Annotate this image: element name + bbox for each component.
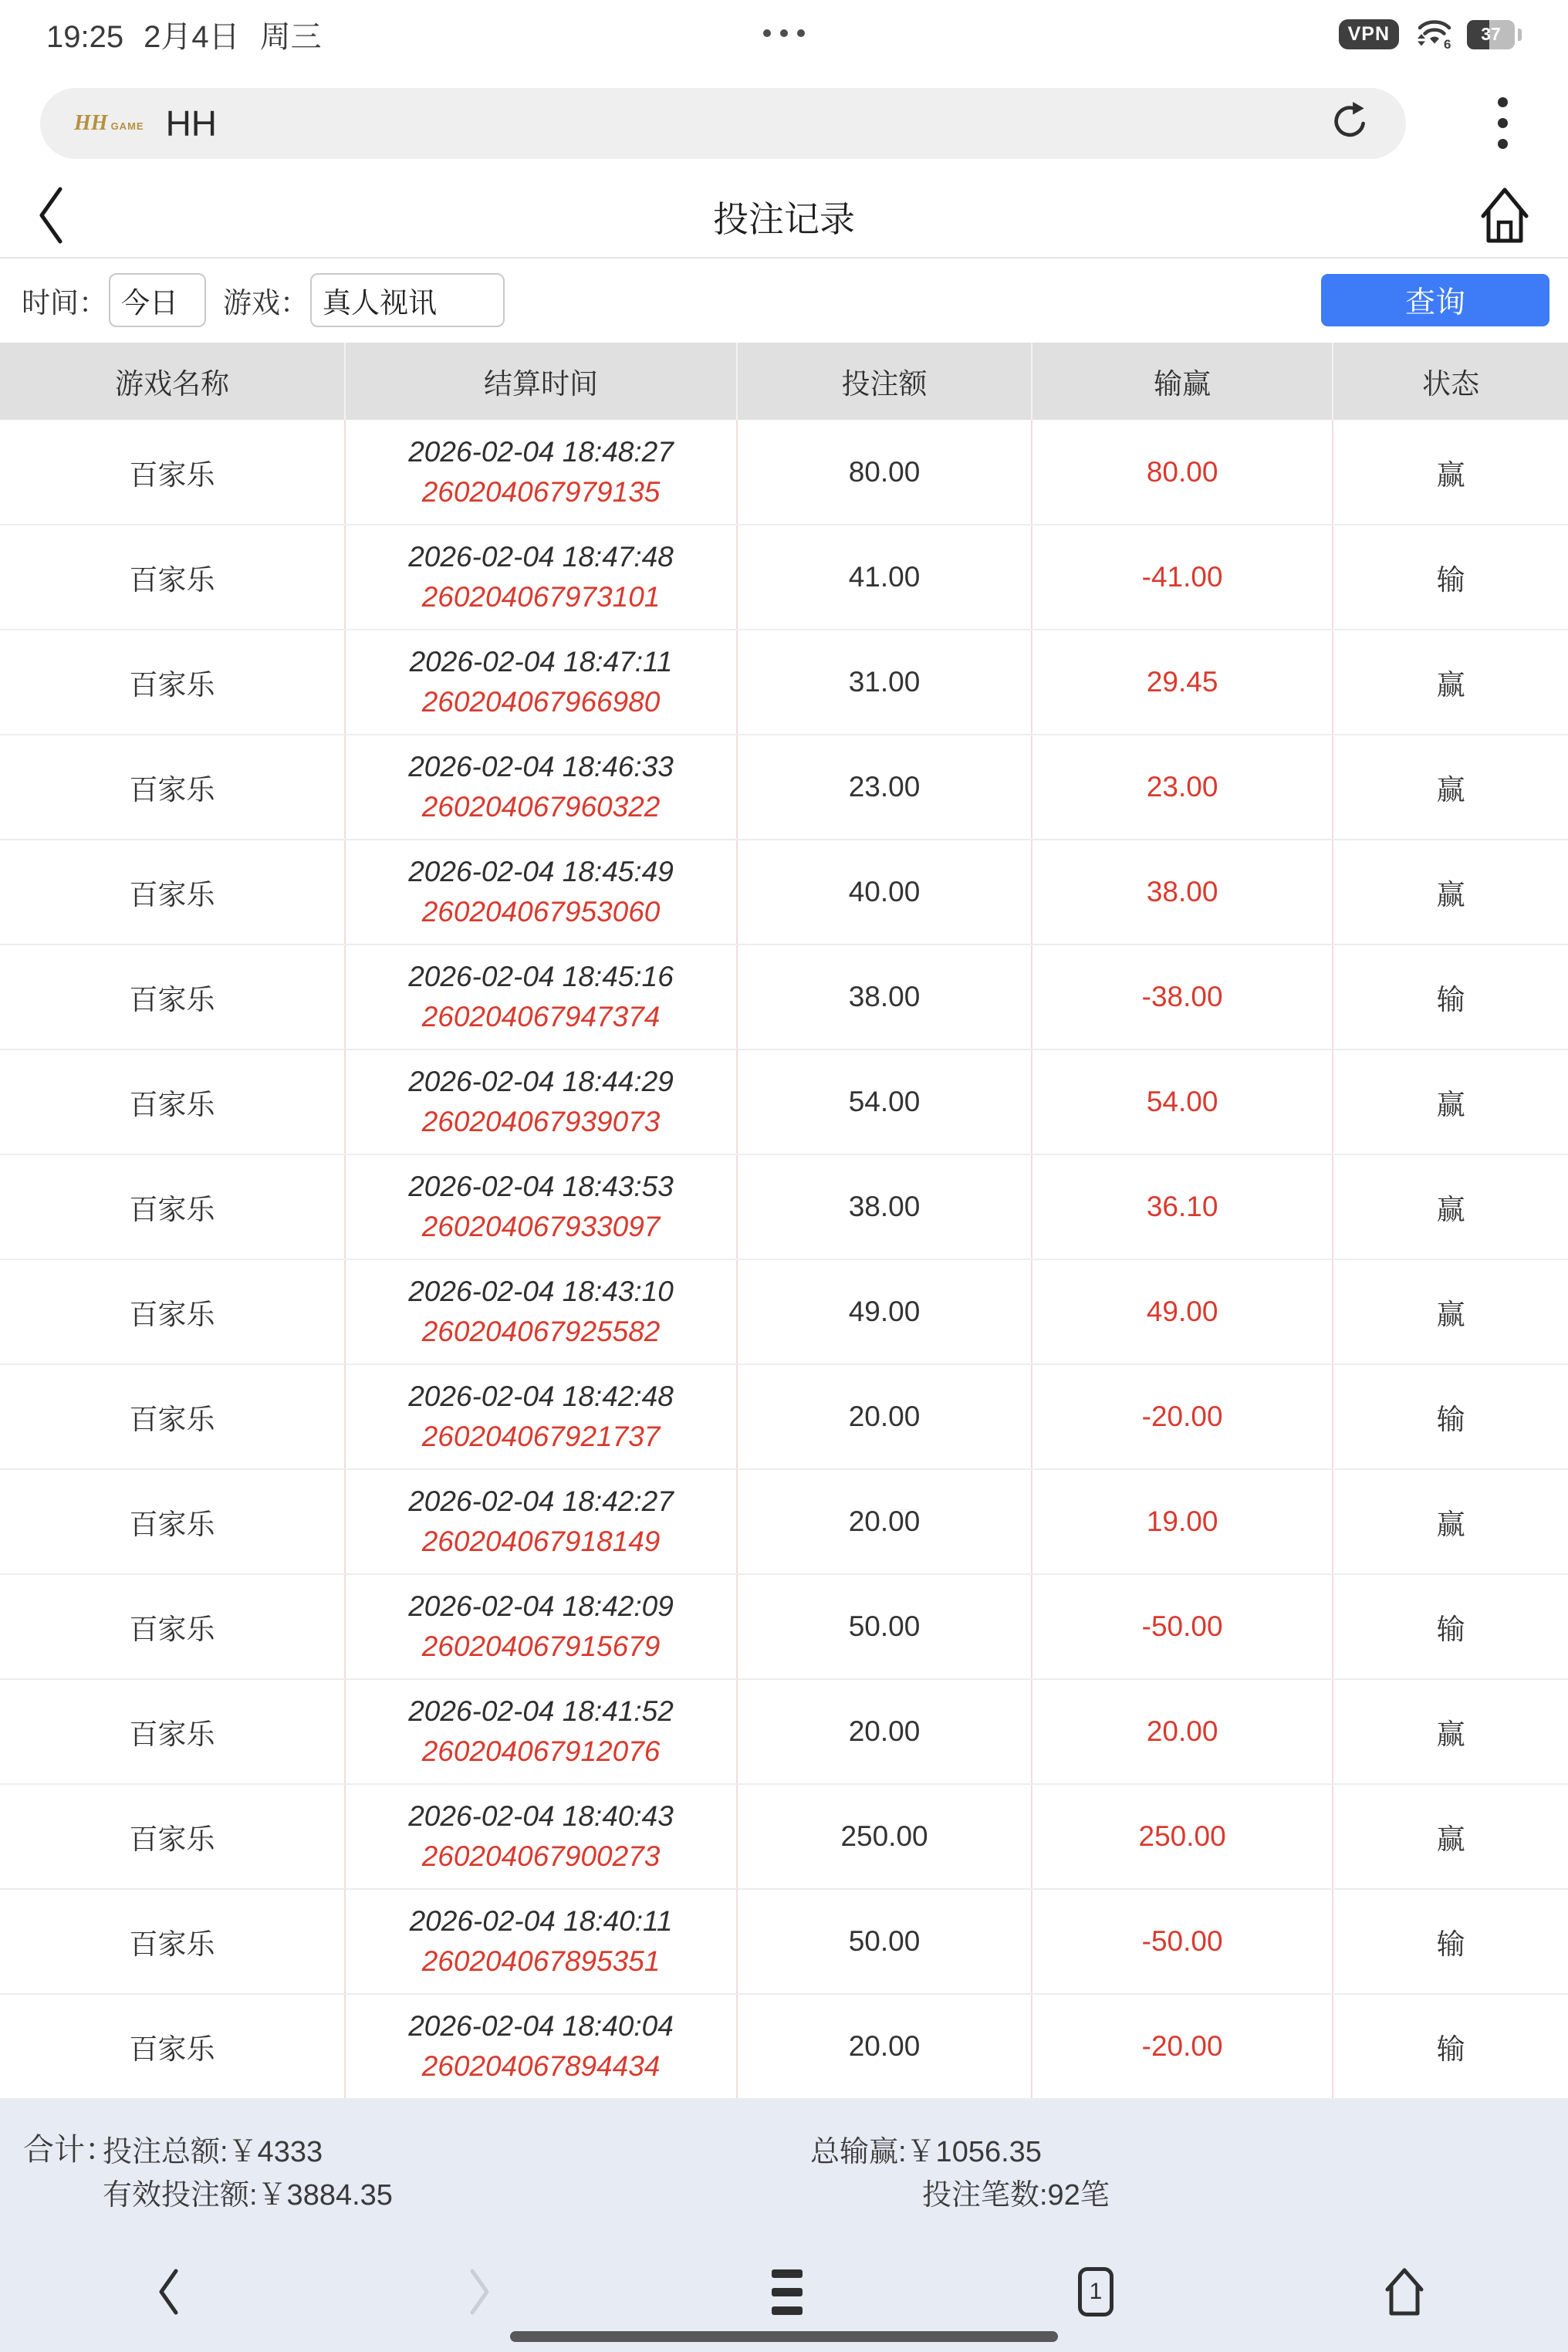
- nav-tabs-button[interactable]: [1078, 2264, 1113, 2320]
- refresh-button[interactable]: [1327, 101, 1372, 146]
- table-row: [0, 1364, 1568, 1469]
- settle-time-cell: [345, 1574, 737, 1679]
- settle-time: 2026-02-04 18:47:11: [409, 646, 673, 678]
- game-name: 百家乐: [0, 1469, 345, 1574]
- order-id: 260204067918149: [421, 1526, 661, 1558]
- url-text: HH: [165, 103, 218, 144]
- status-text: 输: [1333, 1994, 1568, 2099]
- col-header-status: 状态: [1333, 343, 1568, 420]
- table-row: [0, 1154, 1568, 1259]
- game-filter-label: 游戏：: [223, 287, 309, 319]
- win-loss-value: -50.00: [1032, 1574, 1333, 1679]
- settle-time: 2026-02-04 18:46:33: [408, 751, 674, 783]
- status-text: 输: [1333, 1364, 1568, 1469]
- order-id: 260204067960322: [421, 791, 661, 823]
- settle-time-cell: [345, 1784, 737, 1889]
- status-date: 2月4日: [144, 20, 240, 55]
- win-loss-value: 19.00: [1032, 1469, 1333, 1574]
- order-id: 260204067973101: [421, 581, 661, 613]
- valid-bet-total: 有效投注额:￥3884.35: [103, 2179, 393, 2212]
- gesture-bar[interactable]: [510, 2331, 1058, 2342]
- settle-time-cell: [345, 1364, 737, 1469]
- status-text: 输: [1333, 1889, 1568, 1994]
- battery-icon: [1467, 20, 1515, 49]
- win-loss-value: 49.00: [1032, 1259, 1333, 1364]
- bet-amount: 20.00: [737, 1364, 1032, 1469]
- settle-time: 2026-02-04 18:40:11: [409, 1905, 673, 1938]
- settle-time-cell: [345, 1154, 737, 1259]
- order-id: 260204067925582: [421, 1316, 661, 1348]
- table-row: [0, 1784, 1568, 1889]
- col-header-settle-time: 结算时间: [345, 343, 737, 420]
- settle-time: 2026-02-04 18:43:10: [408, 1276, 674, 1308]
- total-win-loss: 总输赢:￥1056.35: [810, 2136, 1042, 2169]
- home-button[interactable]: [1477, 185, 1533, 249]
- table-row: [0, 1469, 1568, 1574]
- status-text: 赢: [1333, 630, 1568, 735]
- table-row: [0, 1889, 1568, 1994]
- settle-time-cell: [345, 1679, 737, 1784]
- status-weekday: 周三: [259, 20, 322, 55]
- table-row: [0, 945, 1568, 1049]
- col-header-game: 游戏名称: [0, 343, 345, 420]
- order-id: 260204067915679: [421, 1631, 661, 1663]
- win-loss-value: -41.00: [1032, 525, 1333, 630]
- status-text: 输: [1333, 945, 1568, 1049]
- wifi-icon: [1413, 15, 1453, 53]
- page-title: 投注记录: [713, 199, 855, 240]
- table-row: [0, 1049, 1568, 1154]
- settle-time: 2026-02-04 18:42:27: [408, 1485, 674, 1518]
- game-name: 百家乐: [0, 420, 345, 525]
- game-filter-input[interactable]: [310, 273, 505, 327]
- settle-time: 2026-02-04 18:44:29: [408, 1066, 674, 1098]
- win-loss-value: 23.00: [1032, 735, 1333, 840]
- order-id: 260204067979135: [421, 475, 661, 508]
- order-id: 260204067939073: [421, 1106, 661, 1138]
- settle-time-cell: [345, 1994, 737, 2099]
- settle-time: 2026-02-04 18:40:43: [408, 1800, 674, 1833]
- settle-time: 2026-02-04 18:42:09: [408, 1590, 674, 1623]
- status-bar: [0, 0, 1568, 69]
- bet-amount: 50.00: [737, 1889, 1032, 1994]
- table-row: [0, 420, 1568, 525]
- bet-count: 投注笔数:92笔: [922, 2179, 1110, 2212]
- browser-toolbar: [0, 69, 1568, 177]
- win-loss-value: -50.00: [1032, 1889, 1333, 1994]
- win-loss-value: 38.00: [1032, 840, 1333, 945]
- status-text: 赢: [1333, 1784, 1568, 1889]
- table-body: [0, 420, 1568, 2099]
- game-name: 百家乐: [0, 1994, 345, 2099]
- game-name: 百家乐: [0, 1574, 345, 1679]
- settle-time: 2026-02-04 18:40:04: [408, 2010, 674, 2043]
- game-name: 百家乐: [0, 1364, 345, 1469]
- game-name: 百家乐: [0, 945, 345, 1049]
- bet-amount: 41.00: [737, 525, 1032, 630]
- bet-records-table: [0, 343, 1568, 2100]
- clock-time: 19:25: [46, 20, 124, 55]
- status-text: 赢: [1333, 420, 1568, 525]
- game-name: 百家乐: [0, 1049, 345, 1154]
- bet-amount: 31.00: [737, 630, 1032, 735]
- bet-amount: 80.00: [737, 420, 1032, 525]
- game-name: 百家乐: [0, 1259, 345, 1364]
- bet-amount: 20.00: [737, 1994, 1032, 2099]
- win-loss-value: 29.45: [1032, 630, 1333, 735]
- settle-time-cell: [345, 1889, 737, 1994]
- bet-amount: 40.00: [737, 840, 1032, 945]
- settle-time: 2026-02-04 18:42:48: [408, 1380, 674, 1413]
- order-id: 260204067966980: [421, 686, 661, 718]
- order-id: 260204067900273: [421, 1840, 661, 1873]
- order-id: 260204067895351: [421, 1945, 661, 1978]
- time-filter-label: 时间：: [22, 287, 107, 319]
- battery-nub-icon: [1518, 29, 1522, 41]
- tab-count-icon: 1: [1078, 2267, 1113, 2317]
- table-row: [0, 1259, 1568, 1364]
- settle-time-cell: [345, 1049, 737, 1154]
- settle-time-cell: [345, 1469, 737, 1574]
- filter-bar: [0, 259, 1568, 343]
- status-text: 输: [1333, 1574, 1568, 1679]
- game-name: 百家乐: [0, 1889, 345, 1994]
- nav-menu-button[interactable]: [772, 2264, 803, 2320]
- bet-amount: 38.00: [737, 1154, 1032, 1259]
- bet-amount: 49.00: [737, 1259, 1032, 1364]
- table-row: [0, 735, 1568, 840]
- order-id: 260204067947374: [421, 1001, 661, 1033]
- order-id: 260204067953060: [421, 896, 661, 928]
- bet-amount: 23.00: [737, 735, 1032, 840]
- order-id: 260204067921737: [421, 1421, 661, 1453]
- game-name: 百家乐: [0, 735, 345, 840]
- settle-time: 2026-02-04 18:45:16: [408, 961, 674, 993]
- page-header: [0, 177, 1568, 259]
- win-loss-value: 20.00: [1032, 1679, 1333, 1784]
- status-text: 赢: [1333, 1154, 1568, 1259]
- settle-time: 2026-02-04 18:47:48: [408, 541, 674, 573]
- game-name: 百家乐: [0, 840, 345, 945]
- bet-amount: 250.00: [737, 1784, 1032, 1889]
- settle-time-cell: [345, 630, 737, 735]
- settle-time-cell: [345, 525, 737, 630]
- table-row: [0, 1994, 1568, 2099]
- order-id: 260204067933097: [421, 1211, 661, 1243]
- nav-home-button[interactable]: [1381, 2264, 1428, 2320]
- query-button[interactable]: 查询: [1321, 274, 1549, 326]
- win-loss-value: 250.00: [1032, 1784, 1333, 1889]
- status-text: 赢: [1333, 840, 1568, 945]
- win-loss-value: -38.00: [1032, 945, 1333, 1049]
- status-text: 赢: [1333, 1049, 1568, 1154]
- win-loss-value: -20.00: [1032, 1994, 1333, 2099]
- total-label: 合计：: [23, 2133, 116, 2168]
- settle-time: 2026-02-04 18:45:49: [408, 856, 674, 888]
- win-loss-value: 54.00: [1032, 1049, 1333, 1154]
- site-favicon-icon: HH GAME: [74, 110, 144, 135]
- status-text: 赢: [1333, 1259, 1568, 1364]
- status-text: 赢: [1333, 1679, 1568, 1784]
- settle-time: 2026-02-04 18:43:53: [408, 1171, 674, 1203]
- time-filter-input[interactable]: [109, 273, 206, 327]
- settle-time: 2026-02-04 18:41:52: [408, 1695, 674, 1728]
- table-row: [0, 840, 1568, 945]
- nav-forward-button[interactable]: [468, 2264, 492, 2320]
- browser-bottom-nav: [0, 2238, 1568, 2352]
- bet-total: 投注总额:￥4333: [103, 2136, 323, 2169]
- table-row: [0, 1574, 1568, 1679]
- table-row: [0, 525, 1568, 630]
- settle-time: 2026-02-04 18:48:27: [408, 435, 674, 468]
- game-name: 百家乐: [0, 1679, 345, 1784]
- game-name: 百家乐: [0, 525, 345, 630]
- settle-time-cell: [345, 840, 737, 945]
- settle-time-cell: [345, 420, 737, 525]
- status-text: 输: [1333, 525, 1568, 630]
- bet-amount: 38.00: [737, 945, 1032, 1049]
- order-id: 260204067912076: [421, 1735, 661, 1768]
- camera-cutout-dots-icon: [763, 29, 805, 37]
- table-row: [0, 1679, 1568, 1784]
- battery-percent: 37: [1481, 24, 1501, 45]
- bet-amount: 50.00: [737, 1574, 1032, 1679]
- vpn-badge-icon: VPN: [1339, 19, 1399, 49]
- settle-time-cell: [345, 735, 737, 840]
- game-name: 百家乐: [0, 1784, 345, 1889]
- hamburger-icon: [772, 2269, 803, 2315]
- col-header-bet-amount: 投注额: [737, 343, 1032, 420]
- browser-menu-button[interactable]: [1498, 97, 1508, 149]
- win-loss-value: 80.00: [1032, 420, 1333, 525]
- status-text: 赢: [1333, 1469, 1568, 1574]
- svg-text:6: 6: [1444, 37, 1451, 50]
- table-row: [0, 630, 1568, 735]
- bet-amount: 20.00: [737, 1679, 1032, 1784]
- win-loss-value: -20.00: [1032, 1364, 1333, 1469]
- settle-time-cell: [345, 1259, 737, 1364]
- nav-back-button[interactable]: [156, 2264, 181, 2320]
- bet-amount: 54.00: [737, 1049, 1032, 1154]
- address-bar[interactable]: [40, 88, 1406, 159]
- settle-time-cell: [345, 945, 737, 1049]
- order-id: 260204067894434: [421, 2050, 661, 2083]
- win-loss-value: 36.10: [1032, 1154, 1333, 1259]
- totals-summary: [0, 2100, 1568, 2238]
- bet-amount: 20.00: [737, 1469, 1032, 1574]
- table-header: [0, 343, 1568, 420]
- game-name: 百家乐: [0, 630, 345, 735]
- status-text: 赢: [1333, 735, 1568, 840]
- col-header-win-loss: 输赢: [1032, 343, 1333, 420]
- game-name: 百家乐: [0, 1154, 345, 1259]
